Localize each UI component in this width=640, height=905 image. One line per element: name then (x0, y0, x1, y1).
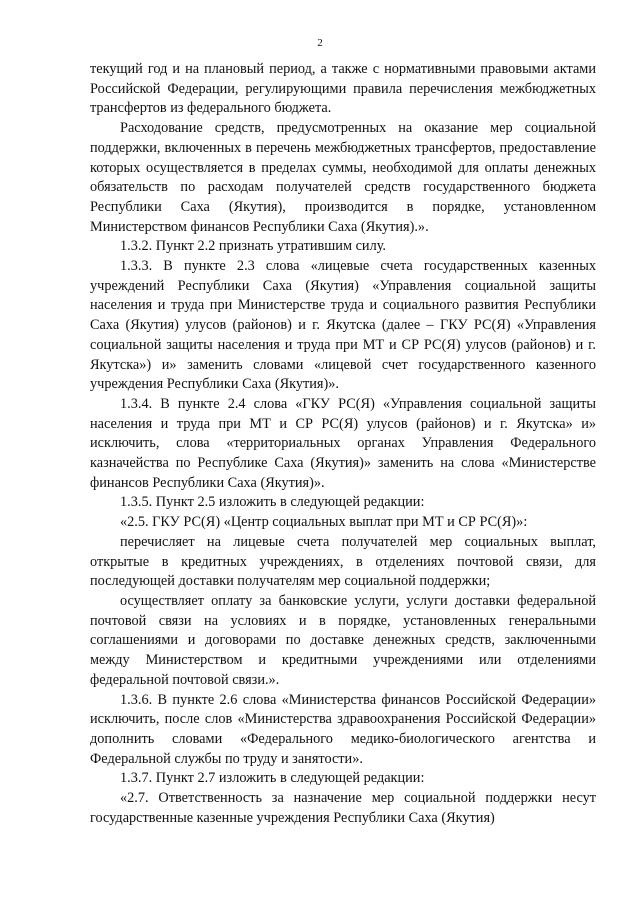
page-number: 2 (317, 37, 323, 49)
paragraph: 1.3.7. Пункт 2.7 изложить в следующей редакции: (120, 770, 425, 787)
paragraph: осуществляет оплату за банковские услуги, услуги доставки федеральной почтовой связи на условиях и в порядке, установленных генеральными соглашениями и договорами по доставке денежных средств, заключенными между Министерством и кредитными учреждениями или отделениями федеральной почтовой связи.». (90, 592, 596, 688)
paragraph: 1.3.3. В пункте 2.3 слова «лицевые счета государственных казенных учреждений Республики Саха (Якутия) «Управления социальной защиты населения и труда при Министерстве труда и социального развития Республики Саха (Якутия) улусов (районов) и г. Якутска (далее – ГКУ РС(Я) «Управления социальной защиты населения и труда при МТ и СР РС(Я) улусов (районов) и г. Якутска») и» заменить словами «лицевой счет государственного казенного учреждения Республики Саха (Якутия)». (90, 258, 596, 393)
paragraph: 1.3.6. В пункте 2.6 слова «Министерства финансов Российской Федерации» исключить, после слов «Министерства здравоохранения Российской Федерации» дополнить словами «Федерального медико-биологического агентства и Федеральной службы по труду и занятости». (90, 691, 596, 767)
document-body (90, 60, 596, 828)
paragraph: перечисляет на лицевые счета получателей мер социальных выплат, открытые в кредитных учреждениях, в отделениях почтовой связи, для последующей доставки получателям мер социальной поддержки; (90, 533, 596, 590)
paragraph: 1.3.4. В пункте 2.4 слова «ГКУ РС(Я) «Управления социальной защиты населения и труда при МТ и СР РС(Я) улусов (районов) и г. Якутска» и» исключить, слова «территориальных органах Управления Федерального казначейства по Республике Саха (Якутия)» заменить на слова «Министерстве финансов Республики Саха (Якутия)». (90, 395, 596, 491)
paragraph: Расходование средств, предусмотренных на оказание мер социальной поддержки, включенных в перечень межбюджетных трансфертов, предоставление которых осуществляется в пределах суммы, необходимой для оплаты денежных обязательств по расходам получателей средств государственного бюджета Республики Саха (Якутия), производится в порядке, установленном Министерством финансов Республики Саха (Якутия).». (90, 120, 596, 235)
paragraph: текущий год и на плановый период, а также с нормативными правовыми актами Российской Федерации, регулирующими правила перечисления межбюджетных трансфертов из федерального бюджета. (90, 61, 596, 117)
paragraph: 1.3.5. Пункт 2.5 изложить в следующей редакции: (120, 494, 425, 511)
paragraph: «2.7. Ответственность за назначение мер социальной поддержки несут государственные казенные учреждения Республики Саха (Якутия) (90, 790, 596, 826)
paragraph: «2.5. ГКУ РС(Я) «Центр социальных выплат при МТ и СР РС(Я)»: (120, 514, 528, 531)
paragraph: 1.3.2. Пункт 2.2 признать утратившим силу. (120, 238, 387, 255)
